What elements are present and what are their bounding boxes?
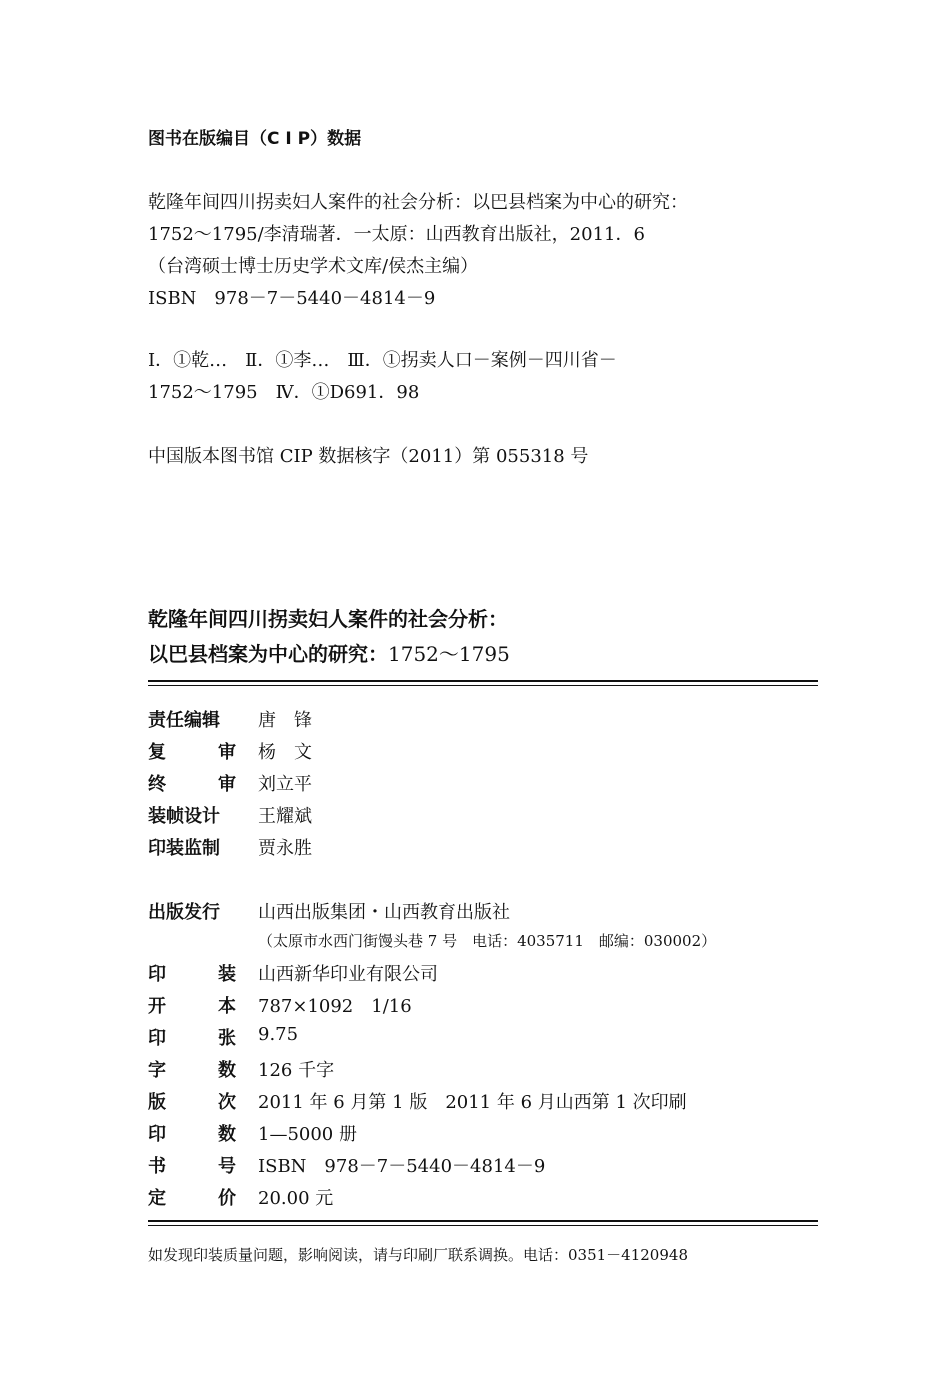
divider-top-thin bbox=[148, 685, 818, 686]
pub-label-edition: 版 次 bbox=[148, 1092, 236, 1113]
pub-value-edition: 2011 年 6 月第 1 版 2011 年 6 月山西第 1 次印刷 bbox=[258, 1092, 687, 1113]
credit-value-editor: 唐 锋 bbox=[258, 710, 312, 731]
pub-value-sheets: 9.75 bbox=[258, 1024, 299, 1045]
divider-bottom-thin bbox=[148, 1225, 818, 1226]
cip-line: （台湾硕士博士历史学术文库/侯杰主编） bbox=[148, 256, 479, 277]
cip-line: ISBN 978－7－5440－4814－9 bbox=[148, 288, 436, 309]
divider-top bbox=[148, 680, 818, 682]
credit-label-reviewer: 复 审 bbox=[148, 742, 236, 763]
book-title-line1: 乾隆年间四川拐卖妇人案件的社会分析： bbox=[148, 607, 508, 631]
cip-line: 1752～1795/李清瑞著．一太原：山西教育出版社，2011．6 bbox=[148, 224, 645, 245]
book-title-line2 bbox=[148, 638, 510, 667]
cip-line: 1752～1795 Ⅳ．①D691．98 bbox=[148, 382, 420, 403]
divider-bottom bbox=[148, 1220, 818, 1222]
cip-heading: 图书在版编目（C I P）数据 bbox=[148, 129, 362, 149]
pub-address: （太原市水西门街馒头巷 7 号 电话：4035711 邮编：030002） bbox=[258, 932, 717, 950]
quality-notice: 如发现印装质量问题，影响阅读，请与印刷厂联系调换。电话：0351－4120948 bbox=[148, 1246, 688, 1264]
pub-value-publisher: 山西出版集团・山西教育出版社 bbox=[258, 902, 510, 923]
credit-value-final-reviewer: 刘立平 bbox=[258, 774, 312, 795]
credit-label-print-supervisor: 印装监制 bbox=[148, 838, 220, 859]
cip-line: 乾隆年间四川拐卖妇人案件的社会分析：以巴县档案为中心的研究： bbox=[148, 192, 688, 213]
credit-label-editor: 责任编辑 bbox=[148, 710, 220, 731]
credit-value-reviewer: 杨 文 bbox=[258, 742, 312, 763]
cip-line: Ⅰ．①乾… Ⅱ．①李… Ⅲ．①拐卖人口－案例－四川省－ bbox=[148, 350, 617, 371]
pub-label-publisher: 出版发行 bbox=[148, 902, 220, 923]
pub-label-isbn: 书 号 bbox=[148, 1156, 236, 1177]
pub-label-word-count: 字 数 bbox=[148, 1060, 236, 1081]
credit-label-designer: 装帧设计 bbox=[148, 806, 220, 827]
pub-value-word-count: 126 千字 bbox=[258, 1060, 335, 1081]
book-title-subtitle: 以巴县档案为中心的研究： bbox=[148, 642, 388, 666]
pub-value-print-run: 1—5000 册 bbox=[258, 1124, 357, 1145]
pub-value-printer: 山西新华印业有限公司 bbox=[258, 964, 438, 985]
pub-value-format: 787×1092 1/16 bbox=[258, 996, 412, 1017]
pub-value-price: 20.00 元 bbox=[258, 1188, 334, 1209]
pub-label-sheets: 印 张 bbox=[148, 1028, 236, 1049]
pub-label-print-run: 印 数 bbox=[148, 1124, 236, 1145]
pub-label-price: 定 价 bbox=[148, 1188, 236, 1209]
credit-value-print-supervisor: 贾永胜 bbox=[258, 838, 312, 859]
pub-label-printer: 印 装 bbox=[148, 964, 236, 985]
credit-label-final-reviewer: 终 审 bbox=[148, 774, 236, 795]
pub-label-format: 开 本 bbox=[148, 996, 236, 1017]
pub-value-isbn: ISBN 978－7－5440－4814－9 bbox=[258, 1156, 546, 1177]
cip-record-number: 中国版本图书馆 CIP 数据核字（2011）第 055318 号 bbox=[148, 446, 589, 467]
book-title-years: 1752～1795 bbox=[388, 642, 510, 666]
credit-value-designer: 王耀斌 bbox=[258, 806, 312, 827]
